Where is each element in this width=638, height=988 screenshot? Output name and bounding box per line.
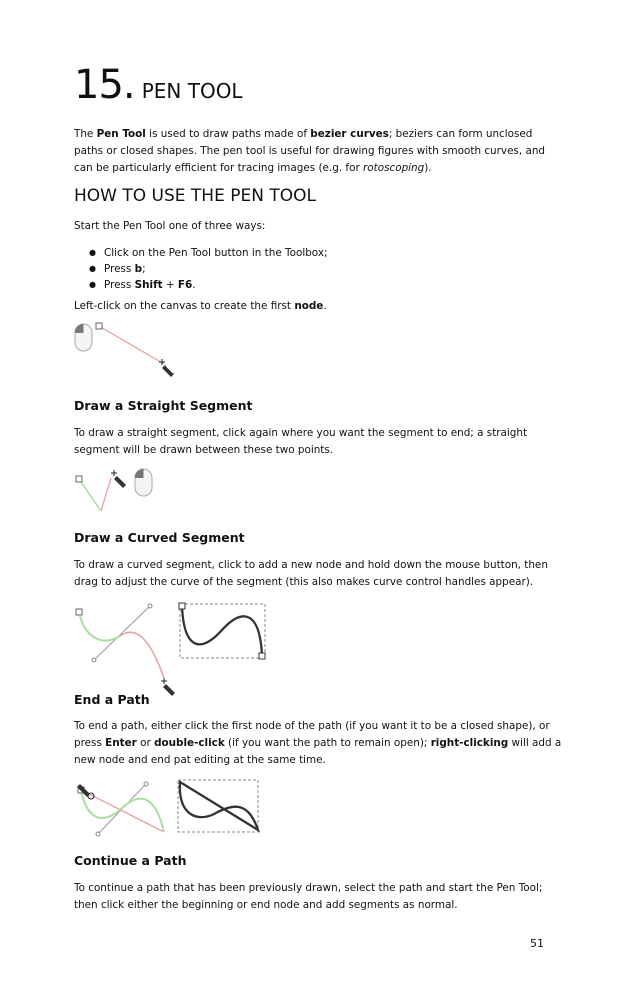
continue-path-heading: Continue a Path xyxy=(74,853,187,868)
start-text: Start the Pen Tool one of three ways: xyxy=(74,220,266,232)
mouse-icon xyxy=(135,469,152,496)
green-segment xyxy=(79,479,101,511)
node-marker xyxy=(76,476,82,482)
chapter-name: PEN TOOL xyxy=(141,79,243,103)
rotoscoping-term: rotoscoping xyxy=(363,162,425,174)
how-to-heading: HOW TO USE THE PEN TOOL xyxy=(74,186,316,206)
end-path-illustration xyxy=(72,776,272,838)
continue-path-text: To continue a path that has been previously drawn, select the path and start the Pen Tool; then click either the beginning or end node and add segments as normal. xyxy=(74,882,543,911)
red-curve xyxy=(120,632,164,678)
curved-segment-text: To draw a curved segment, click to add a new node and hold down the mouse button, then drag to adjust the curve of the segment (this also makes curve control handles appear). xyxy=(74,559,548,588)
start-methods-list xyxy=(89,245,559,293)
result-curve xyxy=(182,606,262,656)
list-item: ● Press Shift + F6. xyxy=(89,277,559,293)
pen-cursor-icon xyxy=(161,678,175,696)
end-path-heading: End a Path xyxy=(74,692,150,707)
straight-segment-heading: Draw a Straight Segment xyxy=(74,398,253,413)
pen-tool-term: Pen Tool xyxy=(96,128,146,140)
end-path-text: To end a path, either click the first node of the path (if you want it to be a closed shape), or press Enter or double-click (if you want the path to remain open); right-clicking will add a new node and end pat editing at the same time. xyxy=(74,720,562,766)
mouse-icon xyxy=(75,324,92,351)
page-number: 51 xyxy=(530,937,544,950)
bezier-term: bezier curves xyxy=(310,128,389,140)
straight-segment-illustration xyxy=(72,466,172,520)
segment-line xyxy=(99,326,164,364)
control-handle xyxy=(94,606,150,660)
straight-segment-text: To draw a straight segment, click again where you want the segment to end; a straight segment will be drawn between these two points. xyxy=(74,427,528,456)
node-term: node xyxy=(294,300,324,312)
result-closed-curve xyxy=(180,782,258,830)
pen-cursor-icon xyxy=(159,359,174,377)
intro-paragraph: The Pen Tool is used to draw paths made of bezier curves; beziers can form unclosed paths or closed shapes. The pen tool is useful for drawing figures with smooth curves, and can be particularly efficient for tracing images (e.g. for rotoscoping). xyxy=(74,128,546,174)
green-curve xyxy=(79,612,120,641)
node-marker xyxy=(96,323,102,329)
curved-segment-illustration xyxy=(72,600,272,700)
node-marker xyxy=(76,609,82,615)
list-item: ● Press b; xyxy=(89,261,559,277)
first-node-illustration xyxy=(72,320,182,382)
list-item: ● Click on the Pen Tool button in the Toolbox; xyxy=(89,245,559,261)
red-segment xyxy=(101,478,111,511)
chapter-title xyxy=(74,62,243,108)
chapter-number: 15. xyxy=(74,62,135,108)
curved-segment-heading: Draw a Curved Segment xyxy=(74,530,245,545)
pen-cursor-icon xyxy=(111,470,126,488)
left-click-text: Left-click on the canvas to create the first node. xyxy=(74,300,327,312)
closing-segment xyxy=(81,790,164,832)
